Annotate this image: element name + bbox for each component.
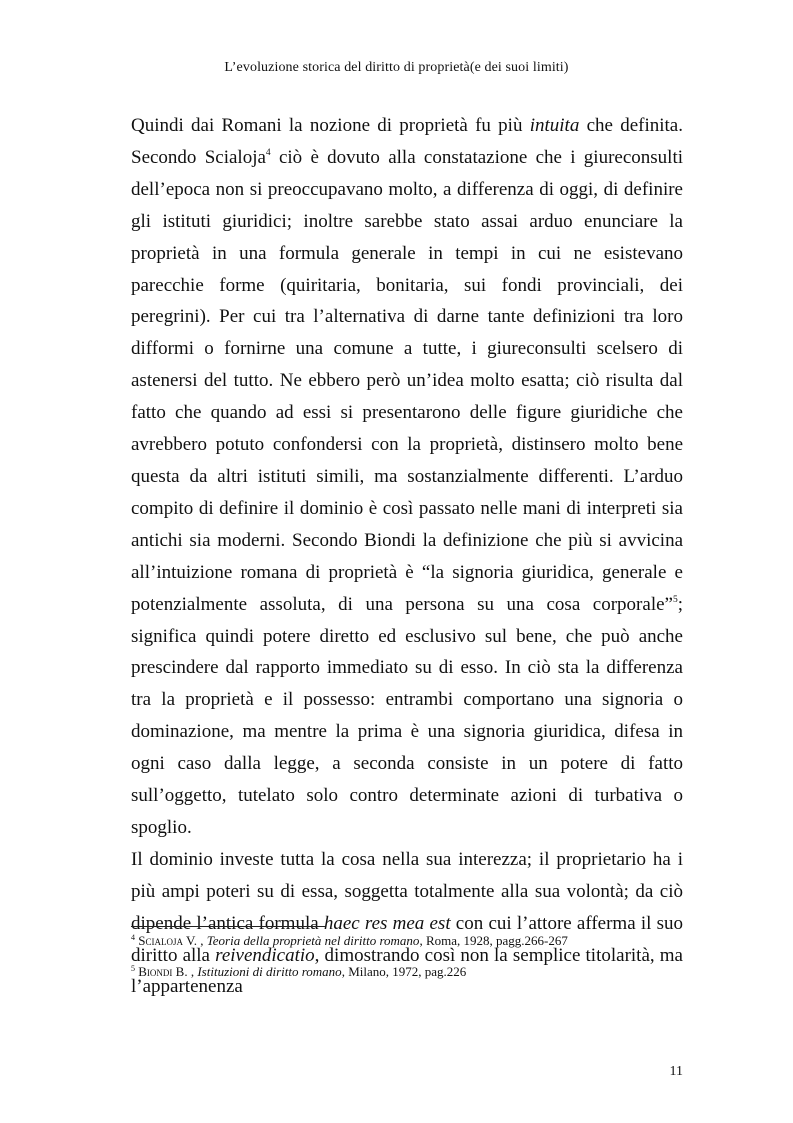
- emphasis-reivendicatio: reivendicatio: [215, 944, 315, 966]
- footnote-4: $^4$ Scialoja V. , Teoria della proprietà nel diritto romano, Roma, 1928, pagg.266-267: [131, 933, 568, 948]
- running-header: L’evoluzione storica del diritto di proprietà(e dei suoi limiti): [224, 60, 569, 75]
- paragraph-2: Il dominio investe tutta la cosa nella sua interezza; il proprietario ha i più ampi poteri su di essa, soggetta totalmente alla sua volontà; da ciò dipende l’antica formula haec res mea est con cui l’attore afferma il suo diritto alla reivendicatio, dimostrando così non la semplice titolarità, ma l’appartenenza: [131, 848, 683, 998]
- footnote-title: Teoria della proprietà nel diritto romano: [206, 933, 420, 948]
- emphasis-intuita: intuita: [529, 115, 580, 136]
- footnote-ref-4: 4: [265, 147, 271, 158]
- footnote-5: $^5$ Biondi B. , Istituzioni di diritto romano, Milano, 1972, pag.226: [131, 964, 467, 979]
- body-text: [131, 110, 683, 1003]
- footnote-title: Istituzioni di diritto romano: [197, 964, 342, 979]
- footnote-ref-5: 5: [672, 594, 678, 605]
- footnote-author: Scialoja: [138, 933, 183, 948]
- footnote-separator: [131, 926, 325, 927]
- paragraph-1: Quindi dai Romani la nozione di proprietà fu più intuita che definita. Secondo Scialoja$^4$ ciò è dovuto alla constatazione che i giureconsulti dell’epoca non si preoccupavano molto, a differenza di oggi, di definire gli istituti giuridici; inoltre sarebbe stato assai arduo enunciare la proprietà in una formula generale in tempi in cui ne esistevano parecchie forme (quiritaria, bonitaria, sui fondi provinciali, dei peregrini). Per cui tra l’alternativa di darne tante definizioni tra loro difformi o fornirne una comune a tutte, i giureconsulti scelsero di astenersi del tutto. Ne ebbero però un’idea molto esatta; ciò risulta dal fatto che quando ad essi si presentarono delle figure giuridiche che avrebbero potuto confondersi con la proprietà, distinsero molto bene questa da altri istituti simili, ma sostanzialmente differenti. L’arduo compito di definire il dominio è così passato nelle mani di interpreti sia antichi sia moderni. Secondo Biondi la definizione che più si avvicina all’intuizione romana di proprietà è “la signoria giuridica, generale e potenzialmente assoluta, di una persona su una cosa corporale”$^5$; significa quindi potere diretto ed esclusivo sul bene, che può anche prescindere dal rapporto immediato su di esso. In ciò sta la differenza tra la proprietà e il possesso: entrambi comportano una signoria o dominazione, ma mentre la prima è una signoria giuridica, difesa in ogni caso dalla legge, a seconda consiste in un potere di fatto sull’oggetto, tutelato solo contro determinate azioni di turbativa o spoglio.: [131, 115, 683, 838]
- footnote-author: Biondi: [138, 964, 173, 979]
- page-number: 11: [669, 1064, 683, 1079]
- emphasis-formula: haec res mea est: [323, 912, 451, 934]
